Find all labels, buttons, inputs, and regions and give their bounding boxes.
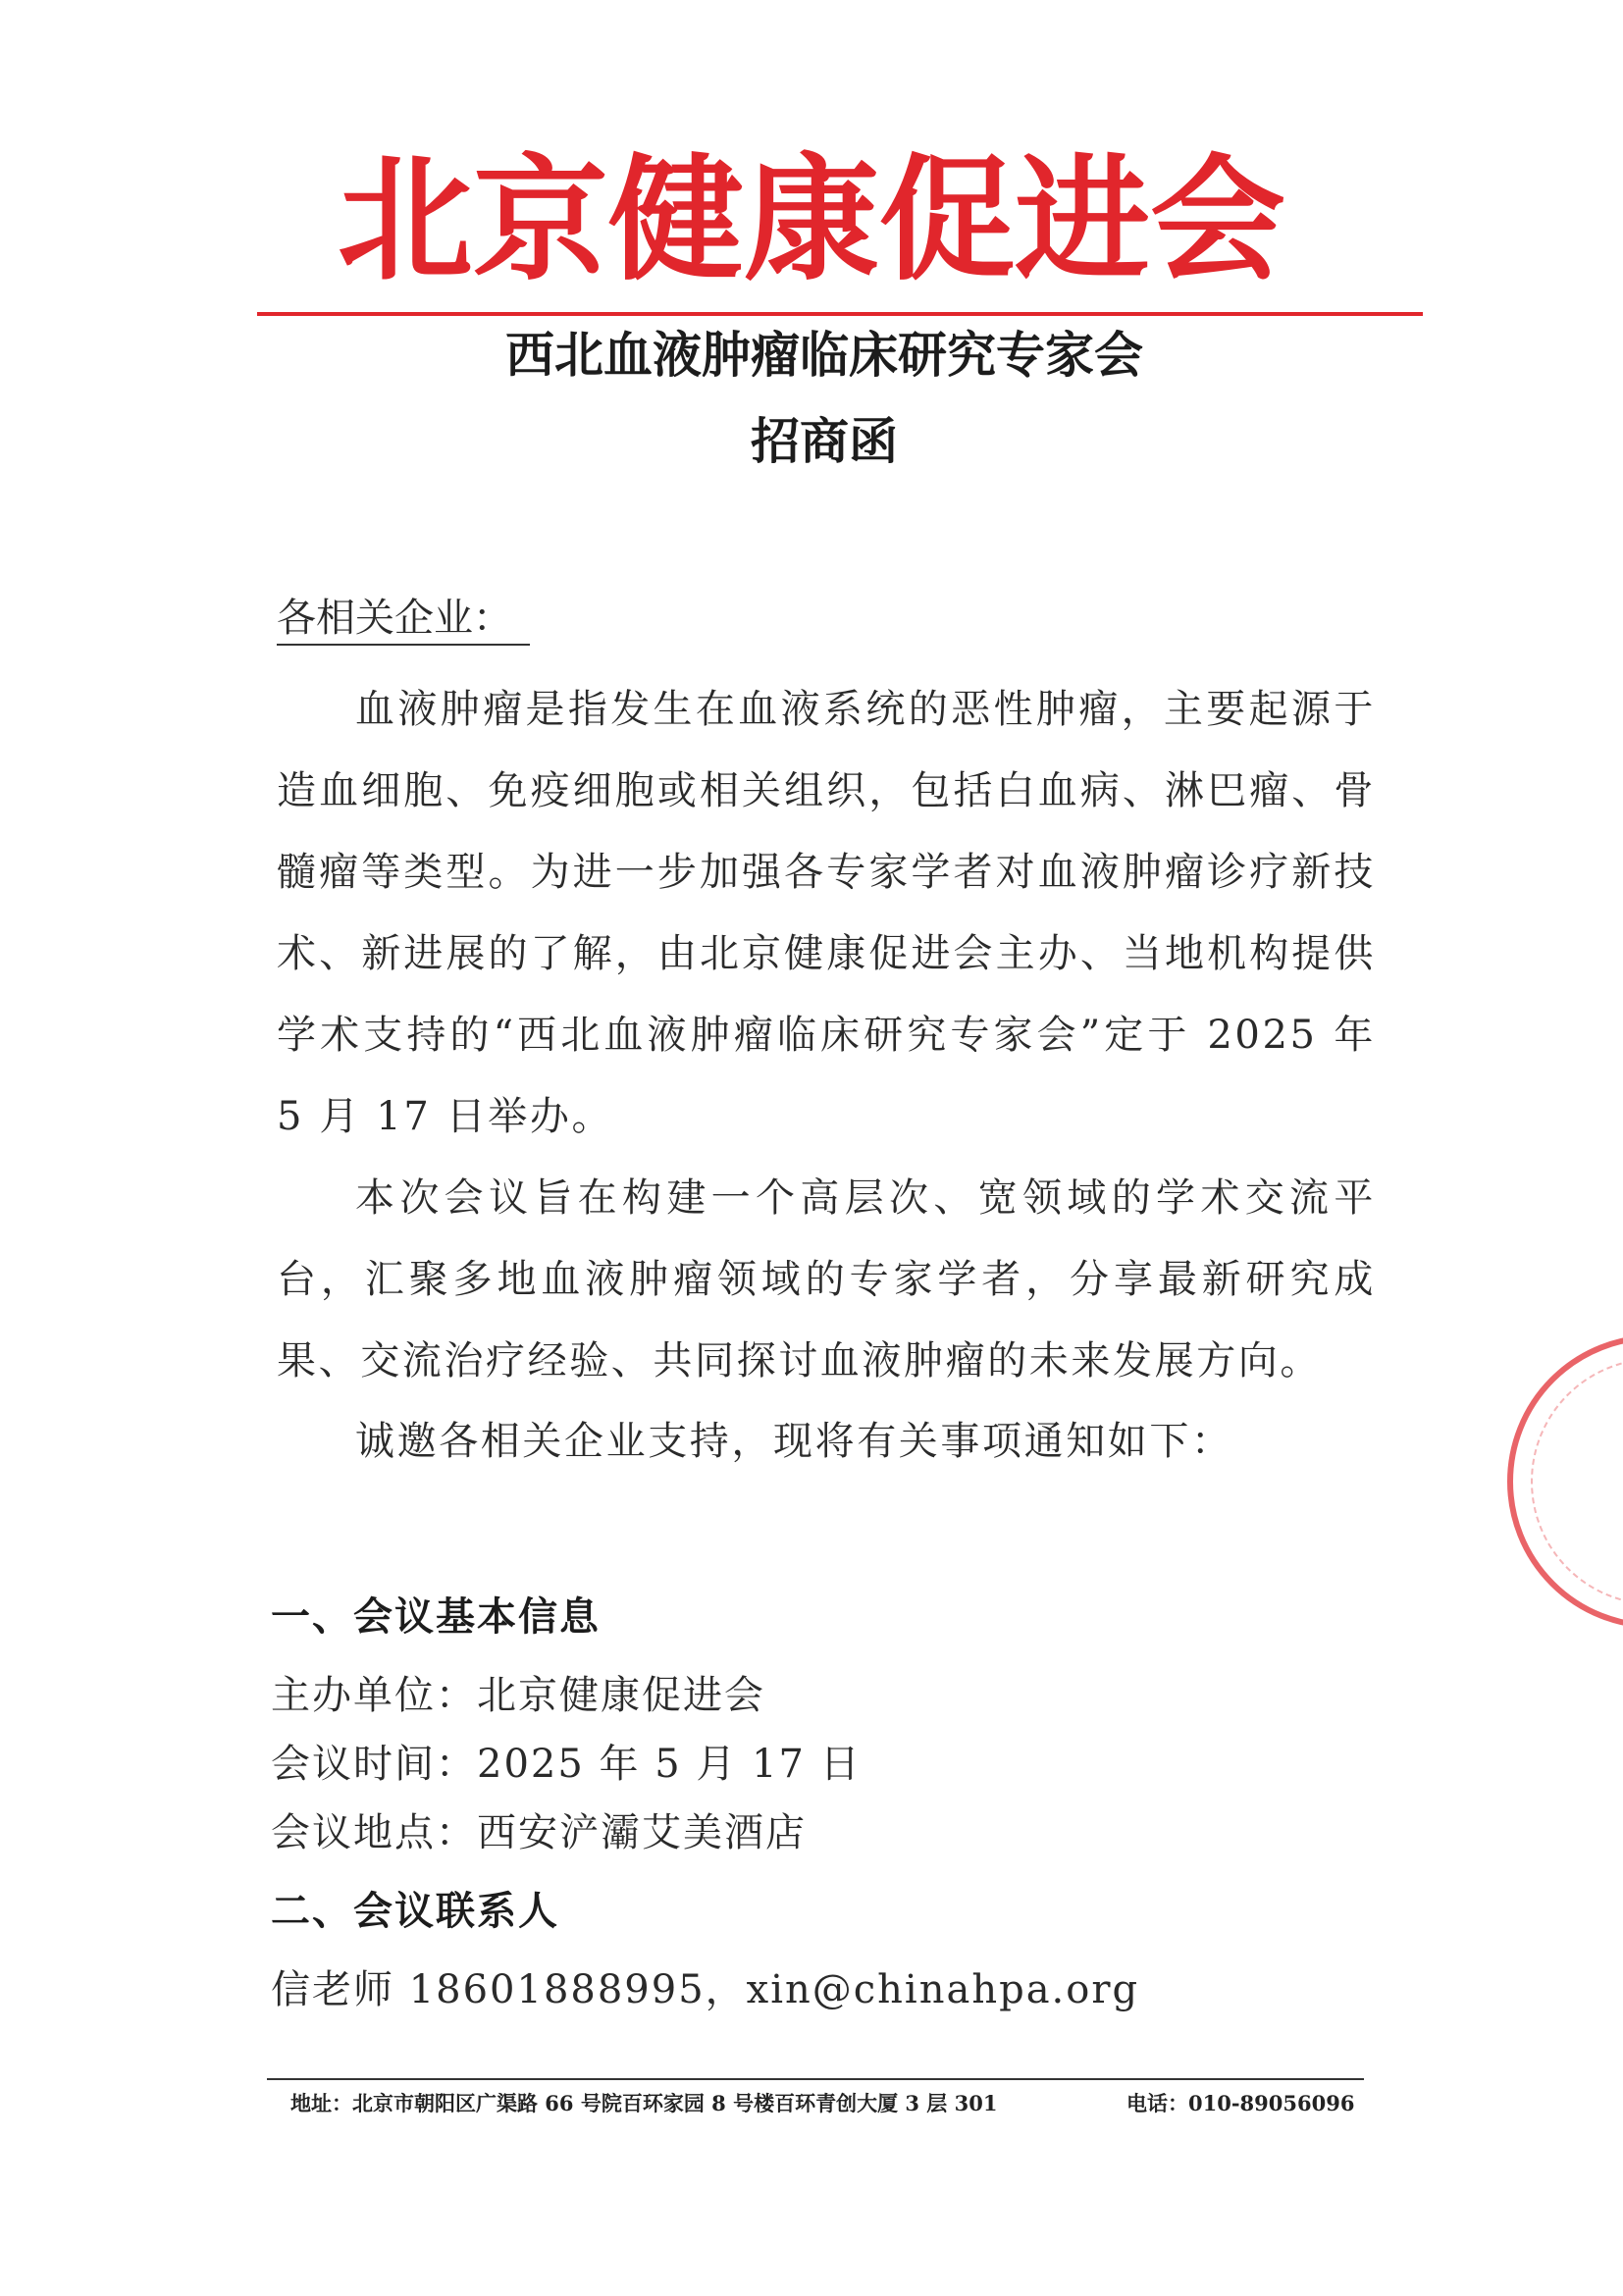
contact-person: 信老师 18601888995，xin@chinahpa.org: [271, 1967, 1140, 2012]
footer-phone: 电话：010-89056096: [1126, 2091, 1355, 2115]
official-seal-stamp: [1507, 1334, 1623, 1629]
seal-inner-ring: [1531, 1358, 1623, 1605]
info-meeting-venue: 会议地点：西安浐灞艾美酒店: [271, 1810, 807, 1855]
salutation: 各相关企业：: [277, 593, 530, 646]
body-paragraph-2: 本次会议旨在构建一个高层次、宽领域的学术交流平台，汇聚多地血液肿瘤领域的专家学者，分享最新研究成果、交流治疗经验、共同探讨血液肿瘤的未来发展方向。: [277, 1175, 1376, 1383]
info-meeting-time: 会议时间：2025 年 5 月 17 日: [271, 1742, 862, 1787]
letterhead-org-name: 北京健康促进会: [337, 141, 1285, 299]
document-type-title: 招商函: [751, 412, 898, 470]
body-paragraph-1: 血液肿瘤是指发生在血液系统的恶性肿瘤，主要起源于造血细胞、免疫细胞或相关组织，包括白血病、淋巴瘤、骨髓瘤等类型。为进一步加强各专家学者对血液肿瘤诊疗新技术、新进展的了解，由北京健康促进会主办、当地机构提供学术支持的“西北血液肿瘤临床研究专家会”定于 2025 年 5 月 17 日举办。: [277, 687, 1376, 1139]
meeting-title: 西北血液肿瘤临床研究专家会: [505, 326, 1143, 384]
section-heading-basic-info: 一、会议基本信息: [271, 1594, 601, 1640]
footer-divider: [267, 2078, 1364, 2080]
info-organizer: 主办单位：北京健康促进会: [271, 1673, 765, 1718]
body-paragraph-3: 诚邀各相关企业支持，现将有关事项通知如下：: [355, 1419, 1233, 1464]
letterhead-divider: [257, 312, 1423, 316]
section-heading-contact: 二、会议联系人: [271, 1889, 559, 1934]
footer-address: 地址：北京市朝阳区广渠路 66 号院百环家园 8 号楼百环青创大厦 3 层 301: [290, 2091, 998, 2115]
